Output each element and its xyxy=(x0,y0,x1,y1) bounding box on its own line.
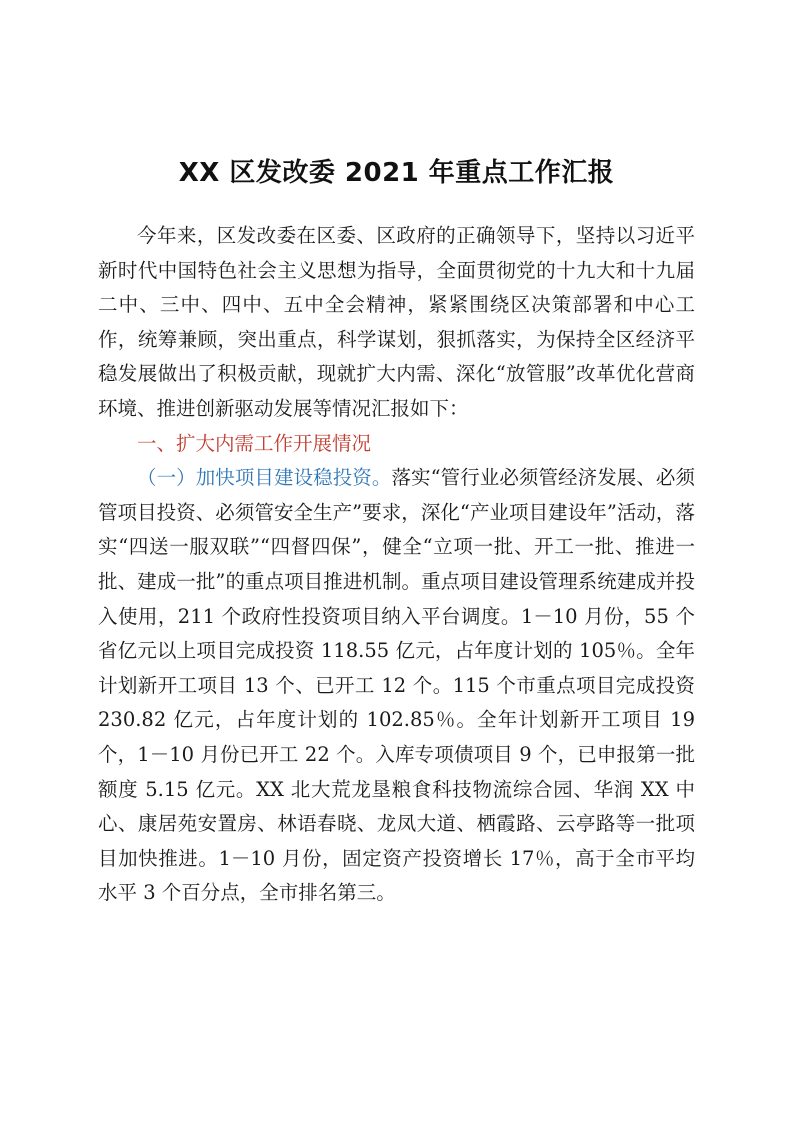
subsection-heading-1: （一）加快项目建设稳投资。 xyxy=(137,466,392,490)
subsection-paragraph-1 xyxy=(98,461,695,911)
section-heading-1: 一、扩大内需工作开展情况 xyxy=(137,431,372,455)
document-title: XX 区发改委 2021 年重点工作汇报 xyxy=(178,158,615,188)
intro-paragraph: 今年来，区发改委在区委、区政府的正确领导下，坚持以习近平新时代中国特色社会主义思想为指导，全面贯彻党的十九大和十九届二中、三中、四中、五中全会精神，紧紧围绕区决策部署和中心工作，统筹兼顾，突出重点，科学谋划，狠抓落实，为保持全区经济平稳发展做出了积极贡献，现就扩大内需、深化“放管服”改革优化营商环境、推进创新驱动发展等情况汇报如下： xyxy=(98,224,695,420)
subsection-text-1: 落实“管行业必须管经济发展、必须管项目投资、必须管安全生产”要求，深化“产业项目建设年”活动，落实“四送一服双联”“四督四保”，健全“立项一批、开工一批、推进一批、建成一批”的重点项目推进机制。重点项目建设管理系统建成并投入使用，211 个政府性投资项目纳入平台调度。1－10 月份，55 个省亿元以上项目完成投资 118.55 亿元，占年度计划的 105％。全年计划新开工项目 13 个、已开工 12 个。115 个市重点项目完成投资 230.82 亿元，占年度计划的 102.85％。全年计划新开工项目 19 个，1－10 月份已开工 22 个。入库专项债项目 9 个，已申报第一批额度 5.15 亿元。XX 北大荒龙垦粮食科技物流综合园、华润 XX 中心、康居苑安置房、林语春晓、龙凤大道、栖霞路、云亭路等一批项目加快推进。1－10 月份，固定资产投资增长 17％，高于全市平均水平 3 个百分点，全市排名第三。 xyxy=(98,466,695,905)
